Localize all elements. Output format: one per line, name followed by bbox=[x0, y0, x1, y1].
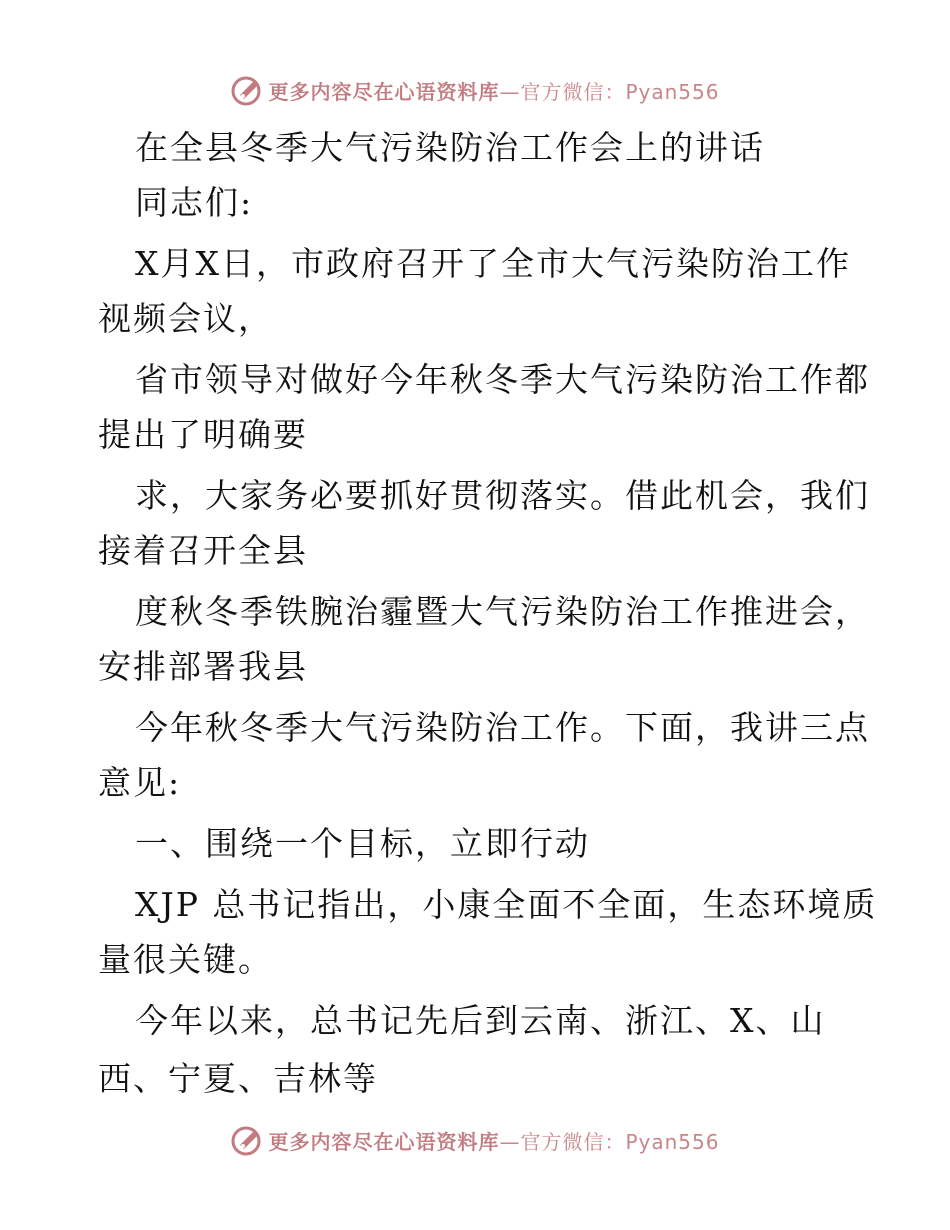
pen-nib-logo-icon bbox=[230, 73, 264, 107]
paragraph-line: 西、宁夏、吉林等 bbox=[98, 1059, 378, 1098]
paragraph-line: 量很关键。 bbox=[98, 940, 273, 979]
section-heading: 一、围绕一个目标，立即行动 bbox=[135, 824, 590, 863]
paragraph-line: 度秋冬季铁腕治霾暨大气污染防治工作推进会， bbox=[135, 592, 870, 631]
salutation: 同志们: bbox=[135, 183, 254, 222]
footer-watermark-text bbox=[268, 1126, 719, 1155]
document-title: 在全县冬季大气污染防治工作会上的讲话 bbox=[135, 128, 765, 167]
paragraph-line: 求，大家务必要抓好贯彻落实。借此机会，我们 bbox=[135, 476, 870, 515]
paragraph-line: 接着召开全县 bbox=[98, 531, 308, 570]
header-watermark-sep: — bbox=[499, 79, 521, 104]
paragraph-line: 今年以来，总书记先后到云南、浙江、X、山 bbox=[135, 1001, 826, 1040]
footer-watermark-main: 更多内容尽在心语资料库 bbox=[268, 1129, 500, 1154]
pen-nib-logo-icon bbox=[230, 1123, 264, 1157]
header-watermark-main: 更多内容尽在心语资料库 bbox=[268, 79, 500, 104]
paragraph-line: XJP 总书记指出，小康全面不全面，生态环境质 bbox=[135, 885, 878, 924]
paragraph-line: 视频会议， bbox=[98, 299, 273, 338]
paragraph-line: 提出了明确要 bbox=[98, 415, 308, 454]
paragraph-line: 省市领导对做好今年秋冬季大气污染防治工作都 bbox=[135, 360, 870, 399]
header-watermark-text bbox=[268, 76, 719, 105]
paragraph-line: X月X日，市政府召开了全市大气污染防治工作 bbox=[135, 244, 851, 283]
footer-watermark-banner bbox=[0, 1120, 950, 1160]
paragraph-line: 安排部署我县 bbox=[98, 647, 308, 686]
header-watermark-banner bbox=[0, 70, 950, 110]
footer-watermark-sep: — bbox=[499, 1129, 521, 1154]
paragraph-line: 意见: bbox=[98, 763, 182, 802]
footer-watermark-tail: 官方微信：Pyan556 bbox=[520, 1129, 720, 1154]
header-watermark-tail: 官方微信：Pyan556 bbox=[520, 79, 720, 104]
paragraph-line: 今年秋冬季大气污染防治工作。下面，我讲三点 bbox=[135, 708, 870, 747]
